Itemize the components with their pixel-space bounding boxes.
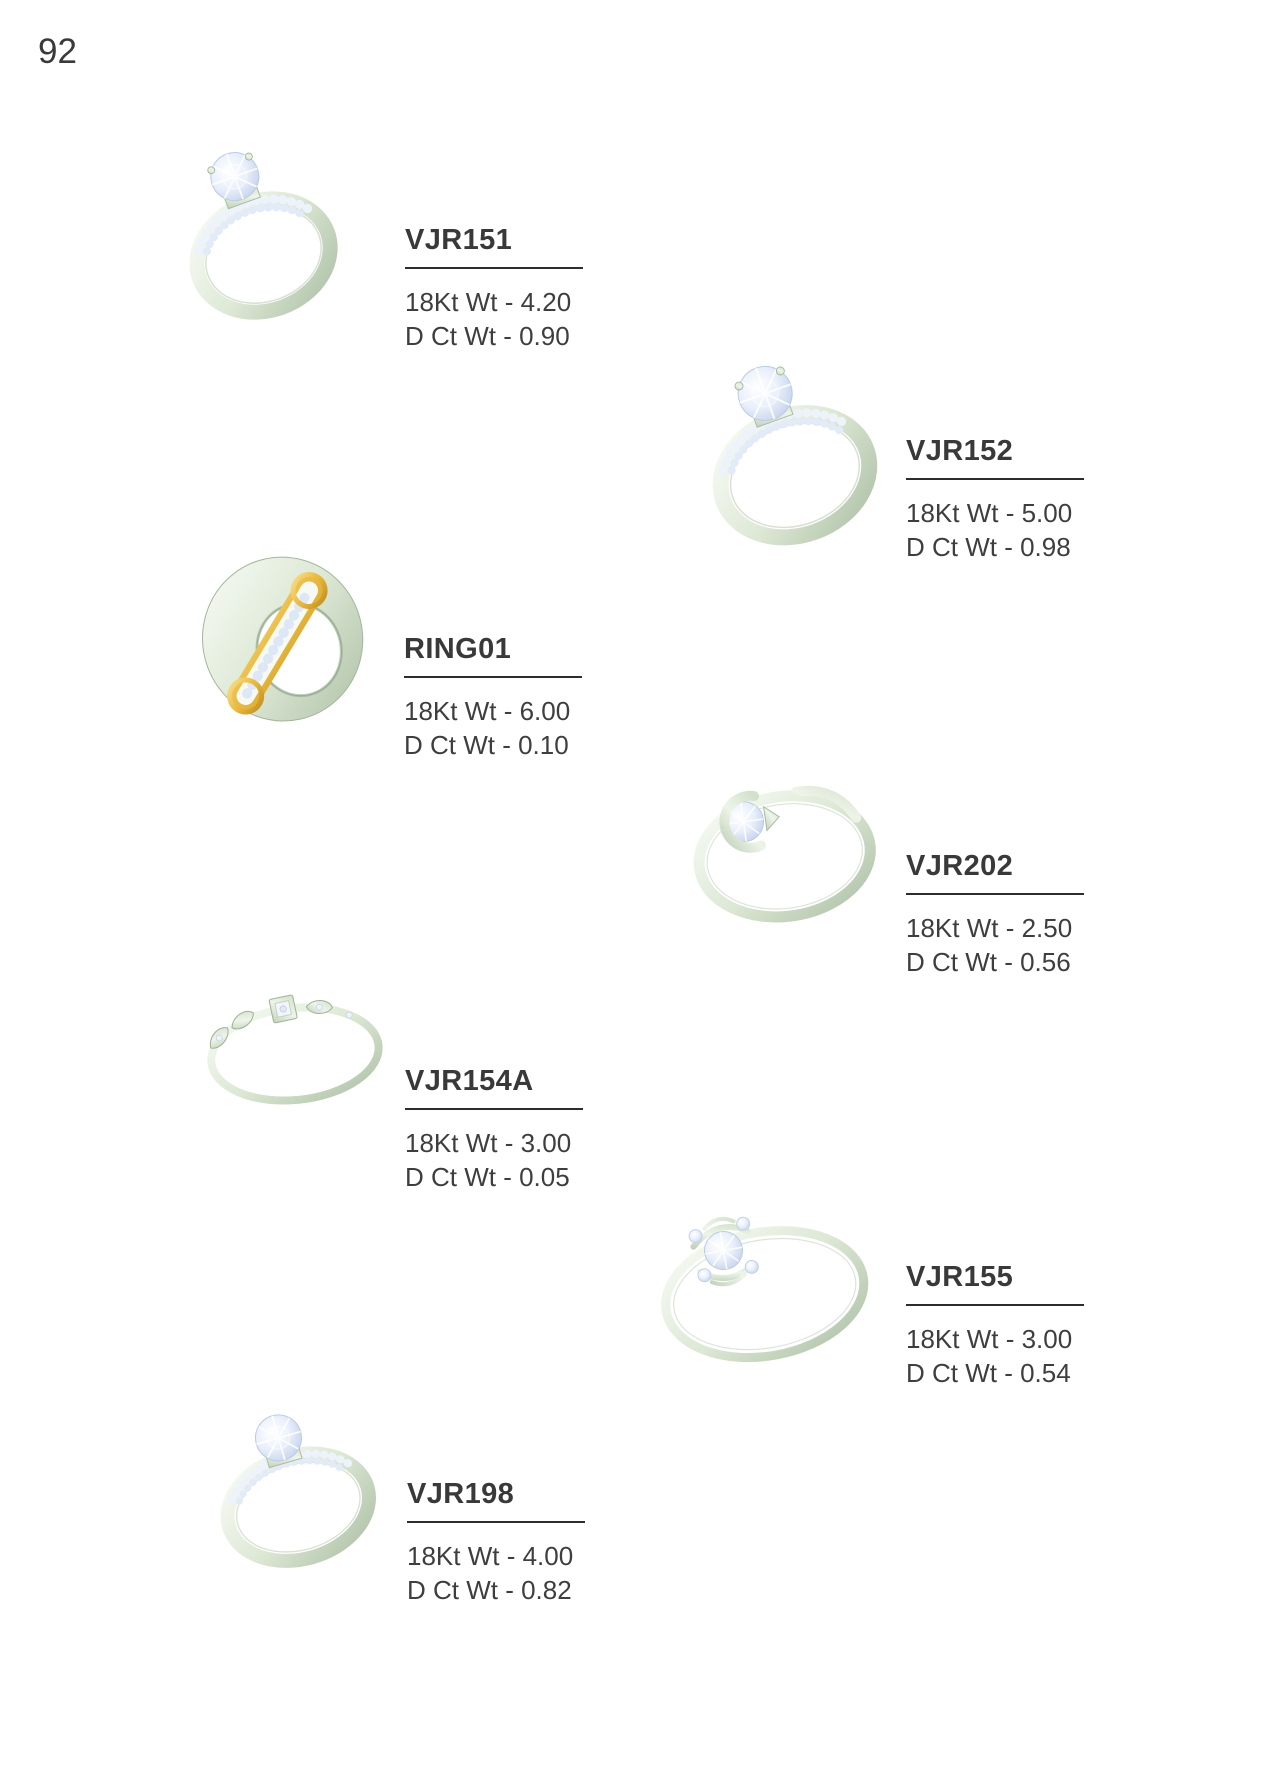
diamond-weight: D Ct Wt - 0.10 xyxy=(404,730,569,760)
divider-rule xyxy=(906,893,1084,895)
ring-photo-two-tone-band xyxy=(183,545,383,737)
product-code: VJR198 xyxy=(407,1478,515,1510)
divider-rule xyxy=(405,1108,583,1110)
gold-weight: 18Kt Wt - 6.00 xyxy=(404,696,571,726)
ring-photo-solitaire-double-pave xyxy=(192,1396,392,1574)
gold-weight: 18Kt Wt - 3.00 xyxy=(405,1128,572,1158)
ring-photo-bypass-solitaire xyxy=(655,756,890,934)
diamond-weight: D Ct Wt - 0.54 xyxy=(906,1358,1071,1388)
product-code: VJR151 xyxy=(405,224,513,256)
divider-rule xyxy=(906,478,1084,480)
ring-photo-solitaire-pave xyxy=(160,127,350,332)
gold-weight: 18Kt Wt - 3.00 xyxy=(906,1324,1073,1354)
product-code: VJR152 xyxy=(906,435,1014,467)
product-code: VJR155 xyxy=(906,1261,1014,1293)
gold-weight: 18Kt Wt - 4.20 xyxy=(405,287,572,317)
gold-weight: 18Kt Wt - 4.00 xyxy=(407,1541,574,1571)
ring-photo-solitaire-pave xyxy=(678,342,893,554)
product-code: VJR202 xyxy=(906,850,1014,882)
ring-photo-floral-solitaire xyxy=(622,1190,894,1368)
gold-weight: 18Kt Wt - 5.00 xyxy=(906,498,1073,528)
diamond-weight: D Ct Wt - 0.05 xyxy=(405,1162,570,1192)
divider-rule xyxy=(407,1521,585,1523)
diamond-weight: D Ct Wt - 0.82 xyxy=(407,1575,572,1605)
divider-rule xyxy=(404,676,582,678)
product-code: VJR154A xyxy=(405,1065,534,1097)
diamond-weight: D Ct Wt - 0.56 xyxy=(906,947,1071,977)
divider-rule xyxy=(906,1304,1084,1306)
divider-rule xyxy=(405,267,583,269)
diamond-weight: D Ct Wt - 0.90 xyxy=(405,321,570,351)
ring-photo-leaf-band xyxy=(196,982,392,1108)
page-number: 92 xyxy=(38,32,77,71)
diamond-weight: D Ct Wt - 0.98 xyxy=(906,532,1071,562)
gold-weight: 18Kt Wt - 2.50 xyxy=(906,913,1073,943)
product-code: RING01 xyxy=(404,633,512,665)
